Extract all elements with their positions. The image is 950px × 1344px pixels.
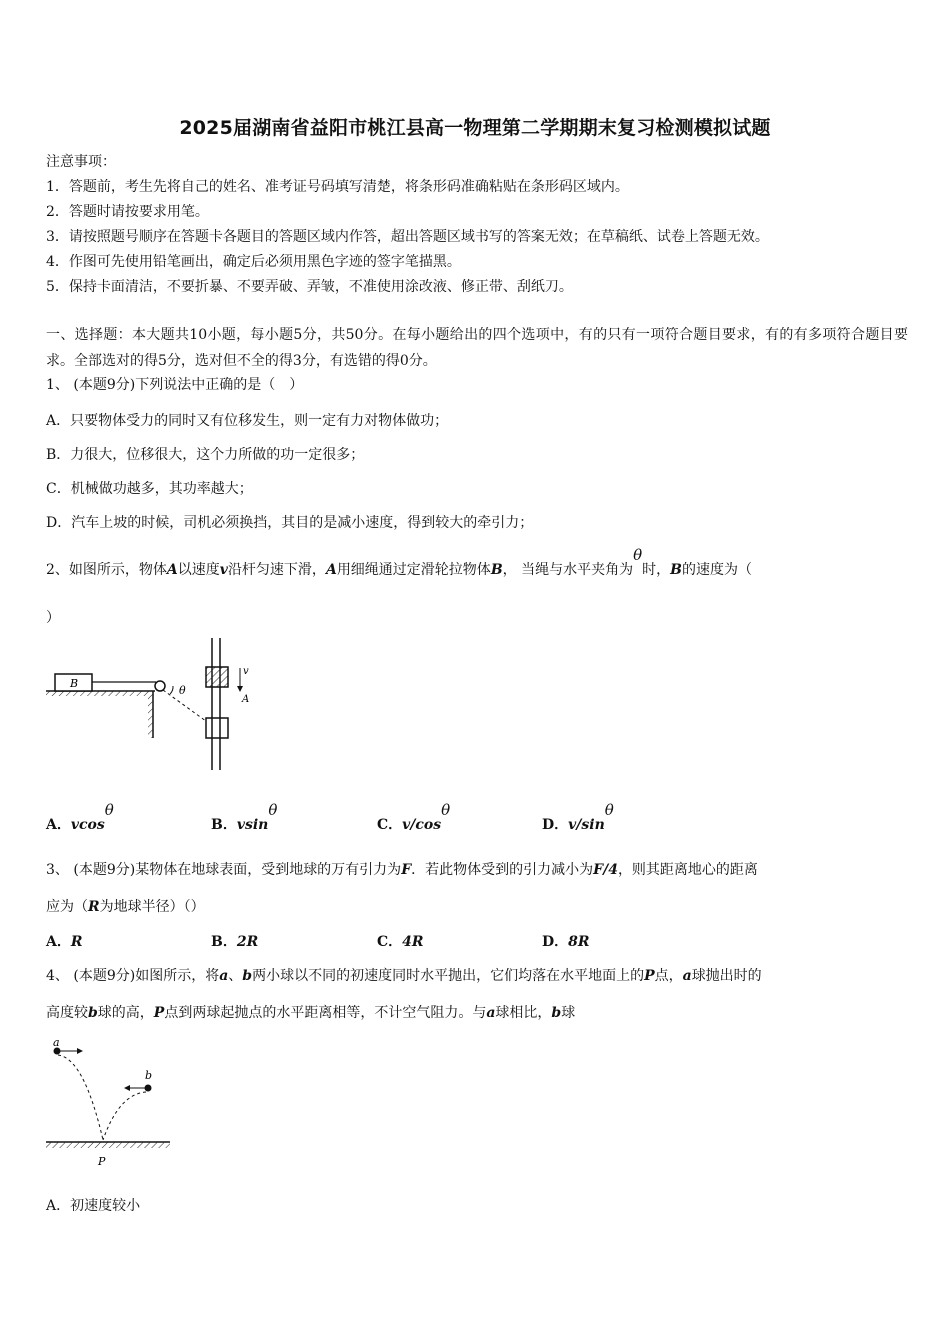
trajectory-b (103, 1092, 146, 1140)
q1-option-a: A．只要物体受力的同时又有位移发生，则一定有力对物体做功； (46, 413, 449, 429)
notes-heading: 注意事项： (46, 154, 116, 170)
q4-diagram (44, 1036, 174, 1174)
q3-option-d: D．8R (542, 934, 590, 950)
block-a-later (206, 718, 228, 738)
ball-b-label: b (145, 1069, 153, 1082)
ball-b (145, 1085, 152, 1092)
q2-option-d: D．v/sinθ (542, 801, 614, 833)
rope-dashed (163, 690, 210, 724)
angle-label: θ (179, 684, 186, 697)
q3-stem: 3、 (本题9分)某物体在地球表面，受到地球的万有引力为F．若此物体受到的引力减小为F/4，则其距离地心的距离 (46, 862, 758, 878)
note-item: 3．请按照题号顺序在答题卡各题目的答题区域内作答，超出答题区域书写的答案无效；在草稿纸、试卷上答题无效。 (46, 229, 769, 245)
q3-option-a: A．R (46, 934, 83, 950)
q2-option-a: A．vcosθ (46, 801, 114, 833)
wall-hatching (148, 691, 153, 738)
block-a (206, 667, 228, 687)
block-a-label: A (242, 694, 250, 705)
q2-option-c: C．v/cosθ (377, 801, 451, 833)
q3-stem-2: 应为（R为地球半径）（） (46, 899, 205, 915)
q2-diagram (46, 638, 276, 773)
q4-stem-2: 高度较b球的高，P点到两球起抛点的水平距离相等，不计空气阻力。与a球相比，b球 (46, 1005, 576, 1021)
trajectory-a (58, 1055, 103, 1140)
ball-b-arrowhead (124, 1085, 130, 1091)
q1-option-d: D．汽车上坡的时候，司机必须换挡，其目的是减小速度，得到较大的牵引力； (46, 515, 534, 531)
point-p-label: P (98, 1155, 106, 1168)
note-item: 2．答题时请按要求用笔。 (46, 204, 209, 220)
q2-option-b: B．vsinθ (211, 801, 278, 833)
q1-stem: 1、 (本题9分)下列说法中正确的是（ ） (46, 377, 304, 393)
pulley (155, 681, 165, 691)
velocity-arrowhead (237, 686, 243, 692)
theta-symbol: θ (633, 546, 643, 564)
q2-stem: 2、如图所示，物体A以速度v沿杆匀速下滑，A用细绳通过定滑轮拉物体B， 当绳与水平夹角为θ时，B的速度为（ (46, 546, 752, 578)
ball-a-arrowhead (77, 1048, 83, 1054)
velocity-label: v (243, 666, 249, 677)
q3-option-b: B．2R (211, 934, 259, 950)
q2-stem-close: ） (46, 610, 60, 626)
q4-stem: 4、 (本题9分)如图所示，将a、b两小球以不同的初速度同时水平抛出，它们均落在水平地面上的P点，a球抛出时的 (46, 968, 762, 984)
q4-option-a: A．初速度较小 (46, 1198, 141, 1214)
block-b-label: B (70, 677, 79, 690)
q1-option-b: B．力很大，位移很大，这个力所做的功一定很多； (46, 447, 365, 463)
note-item: 5．保持卡面清洁，不要折暴、不要弄破、弄皱，不准使用涂改液、修正带、刮纸刀。 (46, 279, 573, 295)
q3-option-c: C．4R (377, 934, 424, 950)
page-title: 2025届湖南省益阳市桃江县高一物理第二学期期末复习检测模拟试题 (179, 117, 771, 139)
note-item: 1．答题前，考生先将自己的姓名、准考证号码填写清楚，将条形码准确粘贴在条形码区域内。 (46, 179, 629, 195)
q1-option-c: C．机械做功越多，其功率越大； (46, 481, 253, 497)
ball-a-label: a (53, 1036, 60, 1049)
section-instructions: 一、选择题：本大题共10小题，每小题5分，共50分。在每小题给出的四个选项中，有的只有一项符合题目要求，有的有多项符合题目要求。全部选对的得5分，选对但不全的得3分，有选错的得0分。 (46, 327, 908, 369)
angle-arc (170, 686, 173, 694)
ground-hatching (46, 1142, 170, 1148)
note-item: 4．作图可先使用铅笔画出，确定后必须用黑色字迹的签字笔描黑。 (46, 254, 461, 270)
